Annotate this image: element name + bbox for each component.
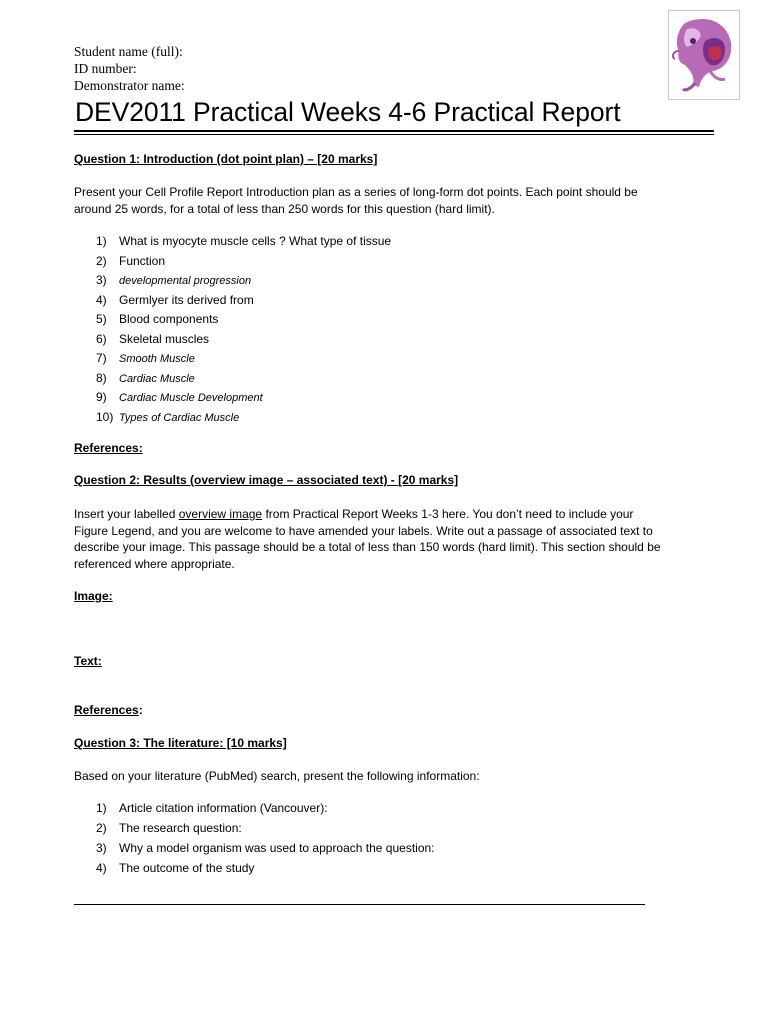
q2-heading-text: Question 2: Results (overview image – associated text) - [74,473,399,487]
list-item [96,410,239,426]
list-item [96,861,254,877]
list-item-text: Blood components [119,312,219,326]
list-item [96,234,391,250]
list-item [96,841,435,857]
image-label: Image: [74,589,113,603]
list-item-number: 6) [96,331,107,346]
list-item-text: Article citation information (Vancouver): [119,801,328,815]
list-item [96,390,263,406]
footer-divider [74,904,645,905]
list-item-number: 5) [96,312,107,326]
list-item [96,821,242,837]
list-item [96,293,254,309]
list-item-text: Skeletal muscles [119,331,210,346]
text-label: Text: [74,654,102,668]
list-item-number: 1) [96,234,107,248]
id-number-label: ID number: [74,61,137,76]
list-item-text: Why a model organism was used to approach the question: [119,841,435,855]
list-item-number: 2) [96,821,107,835]
q1-instructions: Present your Cell Profile Report Introduction plan as a series of long-form dot points. Each point should be around 25 words, for a total of less than 250 words for this question (hard limit). [74,185,638,216]
list-item-number: 9) [96,390,107,404]
overview-image-term: overview image [178,507,263,521]
list-item-text: What is myocyte muscle cells ? What type of tissue [119,234,392,248]
list-item-text: Smooth Muscle [119,353,195,365]
list-item [96,371,195,387]
list-item-number: 1) [96,801,107,815]
q3-heading: Question 3: The literature: [10 marks] [74,736,287,750]
list-item-text: Function [119,253,166,268]
q3-instructions: Based on your literature (PubMed) search, present the following information: [74,769,480,783]
list-item [96,273,251,289]
student-info-block [74,43,185,94]
list-item-number: 8) [96,370,107,385]
list-item [96,332,209,348]
q1-heading: Question 1: Introduction (dot point plan) – [20 marks] [74,152,378,166]
page-title: DEV2011 Practical Weeks 4-6 Practical Report [75,97,621,127]
list-item-text: developmental progression [119,275,252,287]
list-item-number: 3) [96,273,107,287]
list-item-text: The outcome of the study [119,861,255,875]
demonstrator-name-label: Demonstrator name: [74,78,185,93]
q2-instructions: Insert your labelled overview image from Practical Report Weeks 1-3 here. You don’t need to include your Figure Legend, and you are welcome to have amended your labels. Write out a passage of associated text to describe your image. This passage should be a total of less than 150 words (hard limit). This section should be referenced where appropriate. [74,507,661,571]
list-item [96,254,165,270]
list-item-text: Types of Cardiac Muscle [119,411,240,424]
list-item-number: 4) [96,861,107,875]
list-item [96,351,195,367]
q2-heading-marks: [20 marks] [398,473,459,487]
q2-heading [74,473,458,487]
q1-references-label: References: [74,441,143,455]
list-item-number: 3) [96,841,107,855]
list-item-text: Germlyer its derived from [119,292,254,307]
list-item-number: 10) [96,409,114,424]
list-item [96,801,328,817]
list-item-text: Cardiac Muscle Development [119,392,263,404]
list-item-text: Cardiac Muscle [119,372,195,385]
student-name-label: Student name (full): [74,44,183,59]
list-item-text: The research question: [119,821,242,835]
list-item-number: 4) [96,292,107,307]
list-item-number: 2) [96,253,107,268]
title-divider [74,130,714,132]
embryo-section-image [668,10,740,100]
list-item-number: 7) [96,351,107,365]
list-item [96,312,218,328]
title-divider-thin [74,134,714,135]
q2-references-label: References: [74,703,143,717]
